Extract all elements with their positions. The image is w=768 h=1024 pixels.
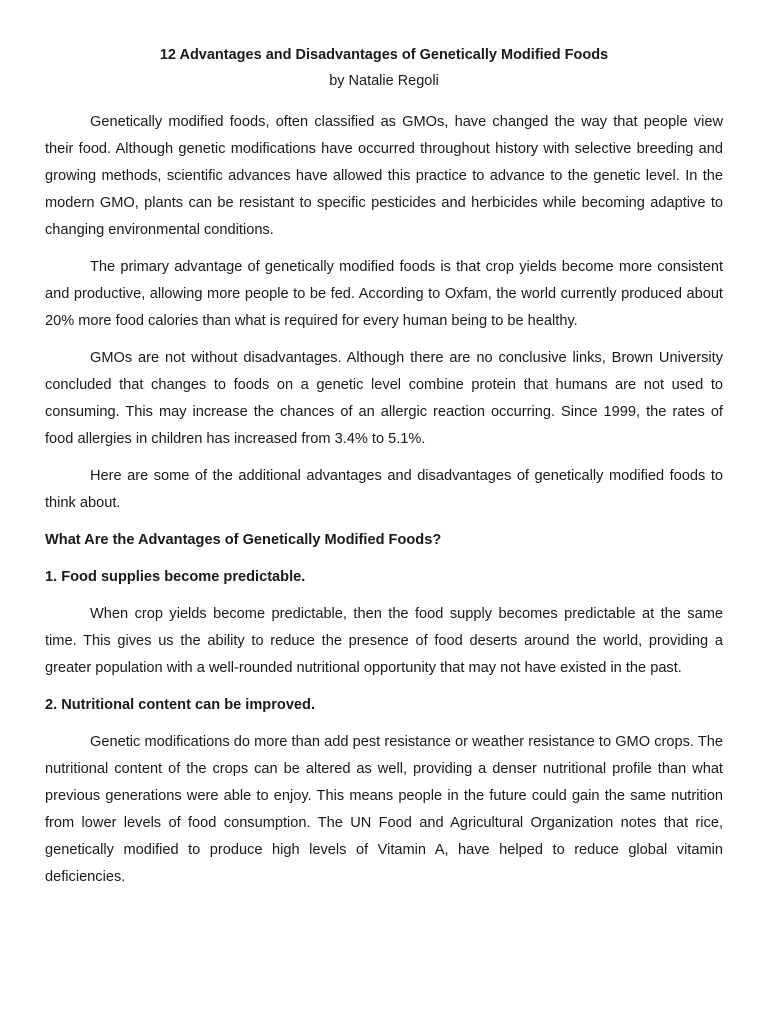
intro-paragraph-1: Genetically modified foods, often classified as GMOs, have changed the way that people view their food. Although genetic modifications have occurred throughout history with selective breeding and growing methods, scientific advances have allowed this practice to advance to the genetic level. In the modern GMO, plants can be resistant to specific pesticides and herbicides while becoming adaptive to changing environmental conditions. <box>45 114 723 238</box>
item-heading-1: 1. Food supplies become predictable. <box>45 569 306 585</box>
intro-paragraph-2: The primary advantage of genetically modified foods is that crop yields become more consistent and productive, allowing more people to be fed. According to Oxfam, the world currently produced about 20% more food calories than what is required for every human being to be healthy. <box>45 259 723 329</box>
document-title: 12 Advantages and Disadvantages of Genetically Modified Foods <box>159 47 609 63</box>
document-body <box>45 109 723 901</box>
intro-paragraph-4: Here are some of the additional advantages and disadvantages of genetically modified foods to think about. <box>45 468 723 511</box>
item-heading-2: 2. Nutritional content can be improved. <box>45 697 316 713</box>
item-paragraph-1: When crop yields become predictable, then the food supply becomes predictable at the same time. This gives us the ability to reduce the presence of food deserts around the world, providing a greater population with a well-rounded nutritional opportunity that may not have existed in the past. <box>45 606 723 676</box>
intro-paragraph-3: GMOs are not without disadvantages. Although there are no conclusive links, Brown University concluded that changes to foods on a genetic level combine protein that humans are not used to consuming. This may increase the chances of an allergic reaction occurring. Since 1999, the rates of food allergies in children has increased from 3.4% to 5.1%. <box>45 350 723 447</box>
document-author: by Natalie Regoli <box>329 73 439 89</box>
section-heading-advantages: What Are the Advantages of Genetically Modified Foods? <box>45 532 442 548</box>
item-paragraph-2: Genetic modifications do more than add pest resistance or weather resistance to GMO crops. The nutritional content of the crops can be altered as well, providing a denser nutritional profile than what previous generations were able to enjoy. This means people in the future could gain the same nutrition from lower levels of food consumption. The UN Food and Agricultural Organization notes that rice, genetically modified to produce high levels of Vitamin A, have helped to reduce global vitamin deficiencies. <box>45 734 723 885</box>
